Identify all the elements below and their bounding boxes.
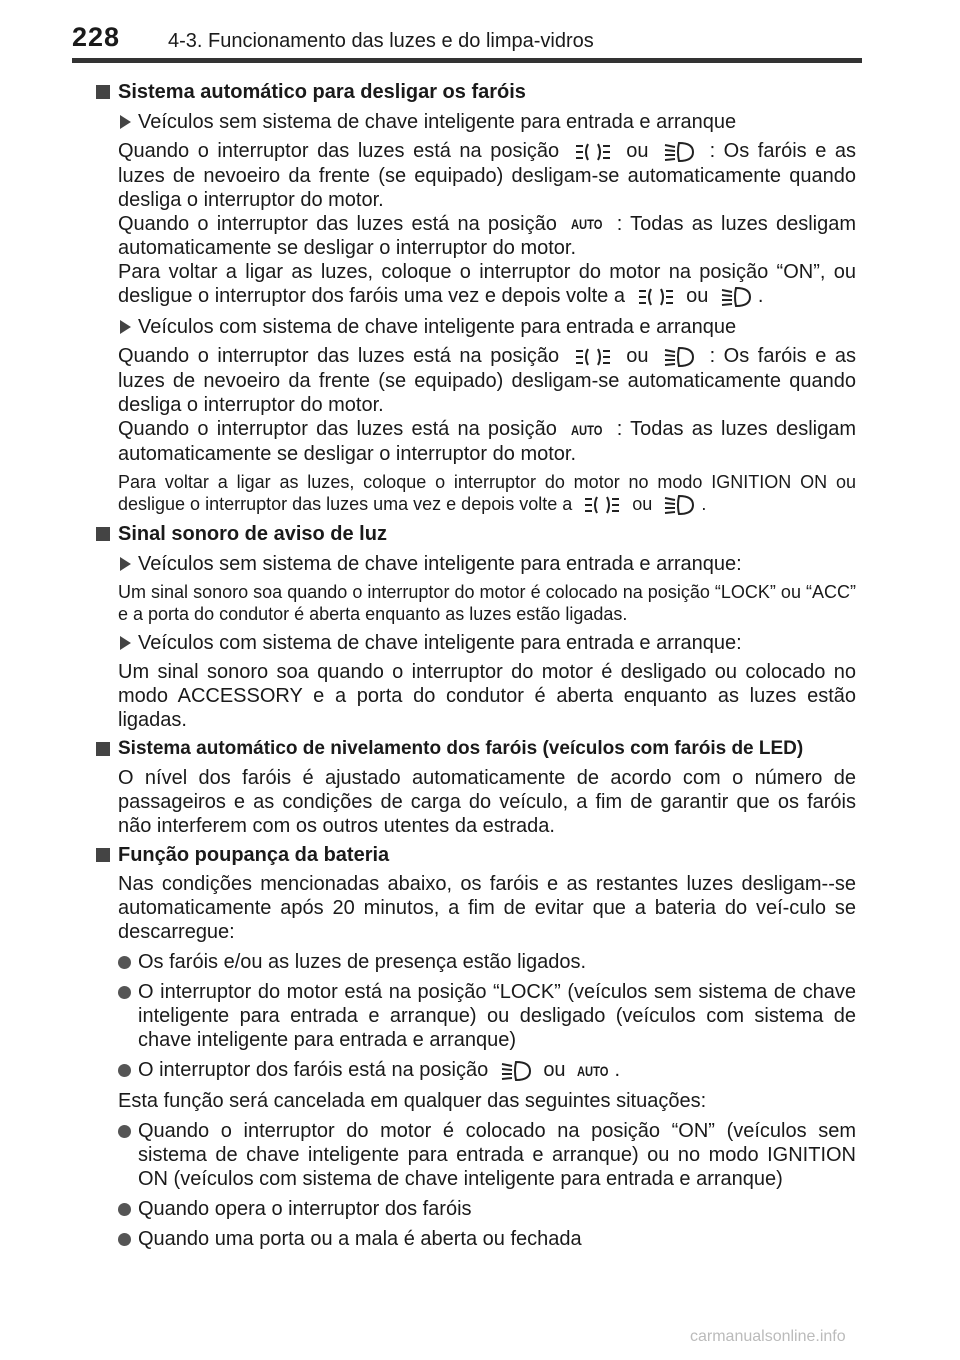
text: : Todas as luzes desligam automaticamente se desligar o interruptor do motor.	[118, 417, 856, 465]
section-title: Sistema automático de nivelamento dos faróis (veículos com faróis de LED)	[118, 737, 804, 759]
bullet-item: O interruptor dos faróis está na posição ou AUTO .	[118, 1058, 856, 1083]
text: Quando o interruptor das luzes está na posição	[118, 212, 557, 235]
bullet-item	[118, 980, 856, 1052]
paragraph: Um sinal sonoro soa quando o interruptor do motor é colocado na posição “LOCK” ou “ACC” e a porta do condutor é aberta enquanto as luzes estão ligadas.	[118, 581, 856, 624]
triangle-bullet-icon	[120, 557, 131, 571]
bullet-item	[118, 1119, 856, 1191]
text: ou	[626, 345, 649, 368]
section-title: Função poupança da bateria	[118, 843, 390, 866]
parking-lights-icon	[574, 140, 612, 164]
subheading-text: Veículos sem sistema de chave inteligente para entrada e arranque:	[138, 552, 742, 575]
square-bullet-icon	[96, 742, 110, 756]
square-bullet-icon	[96, 85, 110, 99]
circle-bullet-icon	[118, 1125, 131, 1138]
watermark: carmanualsonline.info	[690, 1328, 846, 1345]
subheading-text: Veículos com sistema de chave inteligente para entrada e arranque:	[138, 631, 742, 654]
section-heading	[96, 80, 856, 104]
section-title: Sinal sonoro de aviso de luz	[118, 522, 387, 545]
subheading	[118, 631, 856, 655]
bullet-text: O interruptor dos faróis está na posição	[138, 1058, 489, 1081]
paragraph: O nível dos faróis é ajustado automaticamente de acordo com o número de passageiros e as condições de carga do veículo, a fim de garantir que os faróis não interferem com os outros utentes da estrada.	[118, 766, 856, 837]
subheading	[118, 110, 856, 134]
text: : Os faróis e as luzes de nevoeiro da frente (se equipado) desligam-se automaticamente quando desliga o interruptor do motor.	[118, 345, 856, 416]
circle-bullet-icon	[118, 1064, 131, 1077]
headlights-icon	[663, 140, 695, 164]
circle-bullet-icon	[118, 986, 131, 999]
section-heading	[96, 522, 856, 546]
bullet-text: O interruptor do motor está na posição “LOCK” (veículos sem sistema de chave inteligente para entrada e arranque) ou desligado (veículos com sistema de chave inteligente para entrada e arranque)	[138, 980, 856, 1051]
bullet-item	[118, 950, 856, 974]
paragraph: Nas condições mencionadas abaixo, os faróis e as restantes luzes desligam--se automaticamente após 20 minutos, a fim de evitar que a bateria do veí-culo se descarregue:	[118, 872, 856, 943]
headlights-icon	[663, 345, 695, 369]
text: ou	[632, 493, 653, 514]
subheading	[118, 552, 856, 576]
text: Para voltar a ligar as luzes, coloque o interruptor do motor no modo IGNITION ON ou desligue o interruptor das luzes uma vez e depois volte a	[118, 471, 856, 514]
headlights-icon	[500, 1059, 532, 1083]
text: ou	[686, 285, 709, 308]
circle-bullet-icon	[118, 1203, 131, 1216]
header-rule	[72, 58, 862, 63]
parking-lights-icon	[574, 345, 612, 369]
bullet-text: Quando uma porta ou a mala é aberta ou fechada	[138, 1227, 582, 1250]
parking-lights-icon	[583, 493, 621, 517]
triangle-bullet-icon	[120, 320, 131, 334]
paragraph	[118, 344, 856, 465]
text: Quando o interruptor das luzes está na posição	[118, 417, 557, 440]
page-header	[0, 0, 960, 62]
headlights-icon	[663, 493, 695, 517]
paragraph: Esta função será cancelada em qualquer das seguintes situações:	[118, 1089, 707, 1112]
text: Quando o interruptor das luzes está na posição	[118, 140, 560, 162]
section-title: Sistema automático para desligar os faróis	[118, 81, 526, 103]
bullet-text: Quando o interruptor do motor é colocado na posição “ON” (veículos sem sistema de chave inteligente para entrada e arranque) ou no modo IGNITION ON (veículos com sistema de chave inteligente para entrada e arranque)	[138, 1119, 856, 1190]
text: Para voltar a ligar as luzes, coloque o interruptor do motor na posição “ON”, ou desligue o interruptor dos faróis uma vez e depois volte a	[118, 261, 856, 308]
subheading-text: Veículos com sistema de chave inteligente para entrada e arranque	[138, 316, 737, 339]
text: : Todas as luzes desligam automaticamente se desligar o interruptor do motor.	[118, 212, 856, 260]
text: ou	[543, 1058, 566, 1081]
subheading-text: Veículos sem sistema de chave inteligente para entrada e arranque	[138, 111, 737, 133]
bullet-text: Quando opera o interruptor dos faróis	[138, 1197, 472, 1220]
paragraph: Para voltar a ligar as luzes, coloque o interruptor do motor no modo IGNITION ON ou desligue o interruptor das luzes uma vez e depois volte a ou .	[118, 471, 856, 517]
section-heading	[96, 843, 856, 867]
auto-icon: AUTO	[571, 216, 603, 233]
auto-icon: AUTO	[571, 421, 603, 438]
triangle-bullet-icon	[120, 636, 131, 650]
page-content	[96, 76, 856, 1257]
page-number: 228	[72, 22, 121, 52]
square-bullet-icon	[96, 848, 110, 862]
text: ou	[626, 140, 649, 162]
chapter-title: 4-3. Funcionamento das luzes e do limpa-vidros	[168, 30, 594, 52]
bullet-text: Os faróis e/ou as luzes de presença estão ligados.	[138, 950, 587, 973]
paragraph: Um sinal sonoro soa quando o interruptor do motor é desligado ou colocado no modo ACCESSORY e a porta do condutor é aberta enquanto as luzes estão ligadas.	[118, 660, 856, 731]
circle-bullet-icon	[118, 1233, 131, 1246]
circle-bullet-icon	[118, 956, 131, 969]
section-heading	[96, 737, 856, 761]
headlights-icon	[720, 285, 752, 309]
bullet-item	[118, 1197, 856, 1221]
bullet-item	[118, 1227, 856, 1251]
text: Quando o interruptor das luzes está na posição	[118, 345, 560, 368]
triangle-bullet-icon	[120, 115, 131, 129]
paragraph: Quando o interruptor das luzes está na posição ou : Os faróis e as luzes de nevoeiro da frente (se equipado) desligam-se automaticamente quando desliga o interruptor do motor. Quando o interruptor das luzes está na posição AUTO : Todas as luzes desligam automaticamente se desligar o interruptor do motor. Para voltar a ligar as luzes, coloque o interruptor do motor na posição “ON”, ou desligue o interruptor dos faróis uma vez e depois volte a ou .	[118, 140, 856, 308]
subheading	[118, 315, 856, 339]
parking-lights-icon	[637, 285, 675, 309]
text: : Os faróis e as luzes de nevoeiro da frente (se equipado) desligam-se automaticamente quando desliga o interruptor do motor.	[118, 140, 856, 211]
auto-icon: AUTO	[577, 1062, 609, 1079]
square-bullet-icon	[96, 527, 110, 541]
